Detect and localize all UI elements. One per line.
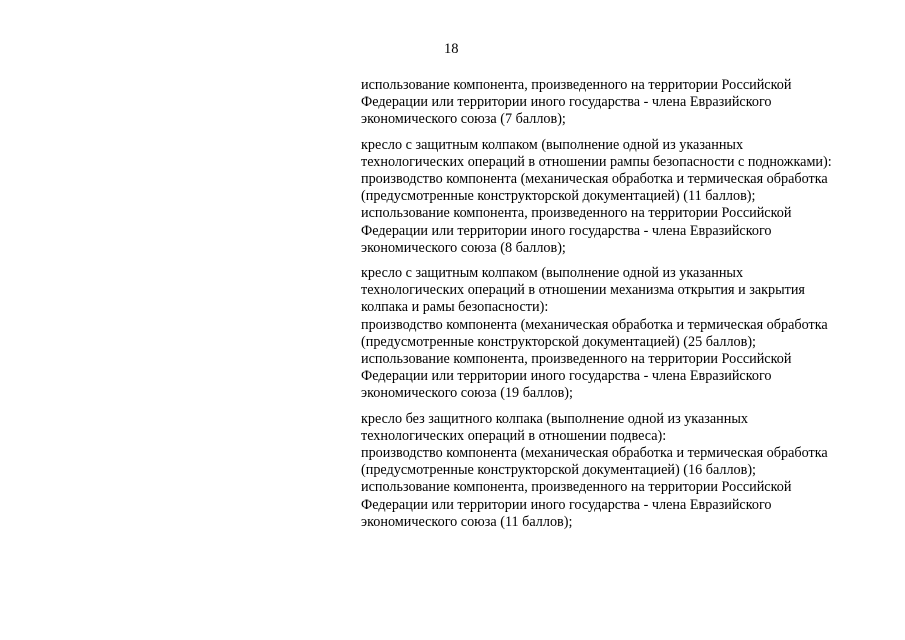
page-number: 18 (444, 41, 459, 57)
text-line: производство компонента (механическая обработка и термическая обработка (361, 445, 828, 462)
paragraph-3 (361, 265, 861, 403)
text-line: Федерации или территории иного государства - члена Евразийского (361, 94, 772, 111)
text-line: технологических операций в отношении подвеса): (361, 427, 667, 444)
document-body (361, 77, 861, 539)
text-line: использование компонента, произведенного на территории Российской (361, 77, 792, 93)
text-line: экономического союза (11 баллов); (361, 513, 573, 530)
text-line: технологических операций в отношении рампы безопасности с подножками): (361, 153, 832, 170)
text-line: использование компонента, произведенного на территории Российской (361, 351, 792, 368)
text-line: Федерации или территории иного государства - члена Евразийского (361, 368, 772, 385)
paragraph-1 (361, 77, 861, 129)
text-line: технологических операций в отношении механизма открытия и закрытия (361, 282, 805, 299)
text-line: производство компонента (механическая обработка и термическая обработка (361, 316, 828, 333)
text-line: Федерации или территории иного государства - члена Евразийского (361, 496, 772, 513)
text-line: использование компонента, произведенного на территории Российской (361, 479, 792, 496)
text-line: колпака и рамы безопасности): (361, 299, 549, 316)
text-line: (предусмотренные конструкторской документацией) (11 баллов); (361, 188, 756, 205)
text-line: (предусмотренные конструкторской документацией) (16 баллов); (361, 462, 756, 479)
paragraph-4 (361, 411, 861, 531)
text-line: кресло с защитным колпаком (выполнение одной из указанных (361, 265, 744, 282)
paragraph-2 (361, 137, 861, 257)
text-line: Федерации или территории иного государства - члена Евразийского (361, 222, 772, 239)
text-line: (предусмотренные конструкторской документацией) (25 баллов); (361, 333, 756, 350)
text-line: экономического союза (19 баллов); (361, 385, 573, 402)
text-line: кресло с защитным колпаком (выполнение одной из указанных (361, 136, 744, 153)
text-line: экономического союза (7 баллов); (361, 111, 566, 128)
text-line: кресло без защитного колпака (выполнение одной из указанных (361, 410, 748, 427)
text-line: экономического союза (8 баллов); (361, 239, 566, 256)
text-line: производство компонента (механическая обработка и термическая обработка (361, 171, 828, 188)
text-line: использование компонента, произведенного на территории Российской (361, 205, 792, 222)
